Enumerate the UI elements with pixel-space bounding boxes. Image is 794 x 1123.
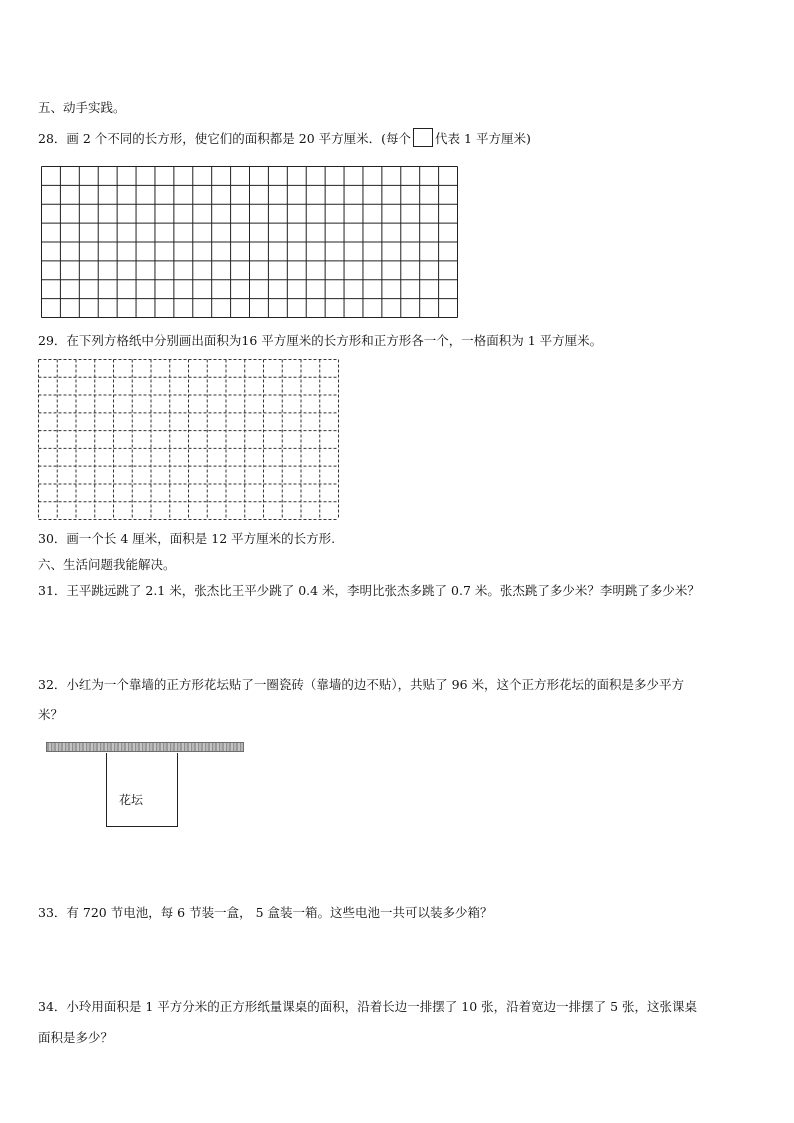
question-28	[38, 131, 531, 147]
question-33: 33．有 720 节电池，每 6 节装一盒， 5 盒装一箱。这些电池一共可以装多少箱？	[38, 905, 493, 920]
section-5-title: 五、动手实践。	[38, 100, 126, 115]
question-34-line-2: 面积是多少？	[38, 1030, 114, 1045]
flower-bed-label: 花坛	[119, 793, 144, 807]
question-31: 31．王平跳远跳了 2.1 米，张杰比王平少跳了 0.4 米，李明比张杰多跳了 0.7 米。张杰跳了多少米？李明跳了多少米？	[38, 583, 700, 598]
question-30: 30．画一个长 4 厘米，面积是 12 平方厘米的长方形.	[38, 531, 336, 546]
flower-bed-figure	[106, 753, 178, 827]
dashed-grid-paper[interactable]	[38, 359, 339, 520]
wall-figure	[46, 742, 244, 752]
question-32-line-1: 32．小红为一个靠墙的正方形花坛贴了一圈瓷砖（靠墙的边不贴），共贴了 96 米，这个正方形花坛的面积是多少平方	[38, 677, 685, 692]
question-34-line-1: 34．小玲用面积是 1 平方分米的正方形纸量课桌的面积，沿着长边一排摆了 10 张，沿着宽边一排摆了 5 张，这张课桌	[38, 999, 698, 1014]
question-32-line-2: 米？	[38, 707, 64, 722]
question-28-text: 28．画 2 个不同的长方形，使它们的面积都是 20 平方厘米．(每个	[38, 131, 412, 146]
question-28-text-end: 代表 1 平方厘米)	[435, 131, 531, 146]
unit-square-icon	[413, 128, 433, 147]
section-6-title: 六、生活问题我能解决。	[38, 557, 176, 572]
solid-grid-paper[interactable]	[41, 166, 458, 318]
question-29: 29．在下列方格纸中分别画出面积为16 平方厘米的长方形和正方形各一个，一格面积为 1 平方厘米。	[38, 333, 603, 348]
